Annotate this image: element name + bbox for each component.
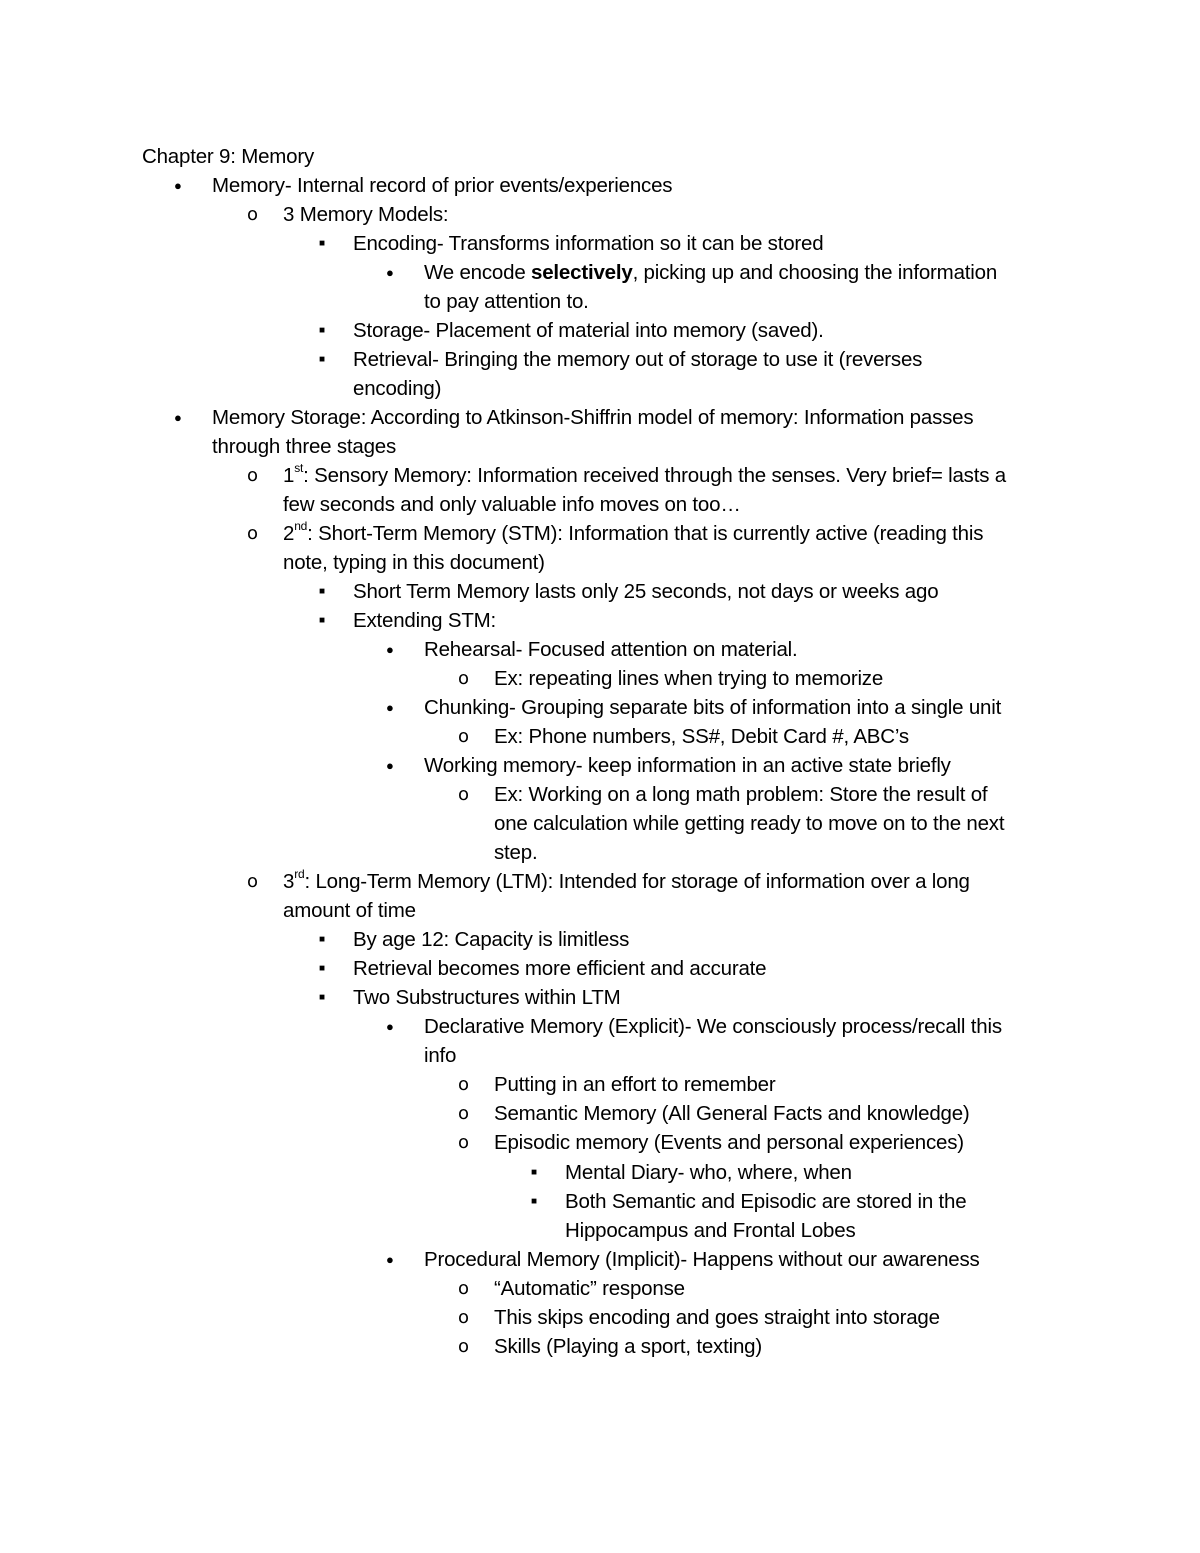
- disc-bullet-icon: ●: [386, 1252, 394, 1267]
- outline-line: 3 Memory Models:: [283, 203, 449, 226]
- outline-line: Hippocampus and Frontal Lobes: [565, 1219, 856, 1242]
- square-bullet-icon: ■: [319, 934, 326, 945]
- outline-line: to pay attention to.: [424, 290, 589, 313]
- outline-line: Two Substructures within LTM: [353, 986, 621, 1009]
- disc-bullet-icon: ●: [386, 700, 394, 715]
- circle-bullet-icon: o: [458, 1132, 470, 1153]
- outline-line: encoding): [353, 377, 442, 400]
- outline-line: amount of time: [283, 899, 416, 922]
- outline-line: Both Semantic and Episodic are stored in the: [565, 1190, 967, 1213]
- outline-line: Storage- Placement of material into memory (saved).: [353, 319, 824, 342]
- square-bullet-icon: ■: [319, 992, 326, 1003]
- outline-line: one calculation while getting ready to move on to the next: [494, 812, 1005, 835]
- ordinal-suffix: st: [294, 461, 304, 476]
- ordinal-suffix: nd: [294, 519, 308, 534]
- outline-line: Short Term Memory lasts only 25 seconds, not days or weeks ago: [353, 580, 939, 603]
- outline-line: We encode selectively, picking up and choosing the information: [424, 261, 998, 284]
- square-bullet-icon: ■: [319, 963, 326, 974]
- outline-line: Ex: repeating lines when trying to memorize: [494, 667, 884, 690]
- disc-bullet-icon: ●: [174, 410, 182, 425]
- outline-line: few seconds and only valuable info moves on too…: [283, 493, 741, 516]
- outline-line: 3rd: Long-Term Memory (LTM): Intended for storage of information over a long: [283, 867, 970, 893]
- outline-line: Ex: Phone numbers, SS#, Debit Card #, ABC’s: [494, 725, 909, 748]
- circle-bullet-icon: o: [247, 465, 259, 486]
- outline-line: Extending STM:: [353, 609, 497, 632]
- outline-line: Procedural Memory (Implicit)- Happens without our awareness: [424, 1248, 980, 1271]
- outline-line: 2nd: Short-Term Memory (STM): Information that is currently active (reading this: [283, 519, 984, 545]
- outline-line: Ex: Working on a long math problem: Store the result of: [494, 783, 988, 806]
- outline-line: through three stages: [212, 435, 397, 458]
- square-bullet-icon: ■: [531, 1167, 538, 1178]
- square-bullet-icon: ■: [319, 586, 326, 597]
- outline-line: Skills (Playing a sport, texting): [494, 1335, 762, 1358]
- disc-bullet-icon: ●: [386, 265, 394, 280]
- circle-bullet-icon: o: [247, 204, 259, 225]
- outline-line: This skips encoding and goes straight into storage: [494, 1306, 940, 1329]
- outline-line: note, typing in this document): [283, 551, 545, 574]
- circle-bullet-icon: o: [458, 1336, 470, 1357]
- outline-line: 1st: Sensory Memory: Information received through the senses. Very brief= lasts a: [283, 461, 1006, 487]
- square-bullet-icon: ■: [319, 325, 326, 336]
- ordinal-suffix: rd: [294, 867, 305, 882]
- disc-bullet-icon: ●: [174, 178, 182, 193]
- outline-line: Retrieval- Bringing the memory out of storage to use it (reverses: [353, 348, 923, 371]
- outline-line: Working memory- keep information in an active state briefly: [424, 754, 951, 777]
- outline-line: Memory- Internal record of prior events/experiences: [212, 174, 673, 197]
- bold-term: selectively: [531, 261, 633, 284]
- square-bullet-icon: ■: [319, 615, 326, 626]
- outline-line: Putting in an effort to remember: [494, 1073, 776, 1096]
- square-bullet-icon: ■: [531, 1196, 538, 1207]
- outline-line: info: [424, 1044, 457, 1067]
- outline-line: Retrieval becomes more efficient and accurate: [353, 957, 767, 980]
- disc-bullet-icon: ●: [386, 1019, 394, 1034]
- circle-bullet-icon: o: [458, 726, 470, 747]
- disc-bullet-icon: ●: [386, 758, 394, 773]
- circle-bullet-icon: o: [458, 784, 470, 805]
- outline-line: Declarative Memory (Explicit)- We consciously process/recall this: [424, 1015, 1002, 1038]
- circle-bullet-icon: o: [458, 1278, 470, 1299]
- outline-line: Rehearsal- Focused attention on material.: [424, 638, 798, 661]
- outline-line: Chunking- Grouping separate bits of information into a single unit: [424, 696, 1002, 719]
- outline-line: Semantic Memory (All General Facts and knowledge): [494, 1102, 970, 1125]
- outline-line: step.: [494, 841, 538, 864]
- outline-line: “Automatic” response: [494, 1277, 685, 1300]
- disc-bullet-icon: ●: [386, 642, 394, 657]
- outline-line: Encoding- Transforms information so it can be stored: [353, 232, 824, 255]
- circle-bullet-icon: o: [458, 1103, 470, 1124]
- circle-bullet-icon: o: [458, 1074, 470, 1095]
- circle-bullet-icon: o: [458, 668, 470, 689]
- outline-line: Mental Diary- who, where, when: [565, 1161, 852, 1184]
- square-bullet-icon: ■: [319, 354, 326, 365]
- square-bullet-icon: ■: [319, 238, 326, 249]
- outline-line: Memory Storage: According to Atkinson-Shiffrin model of memory: Information passes: [212, 406, 974, 429]
- circle-bullet-icon: o: [247, 523, 259, 544]
- outline-line: By age 12: Capacity is limitless: [353, 928, 630, 951]
- page-title: Chapter 9: Memory: [142, 145, 315, 168]
- outline-line: Episodic memory (Events and personal experiences): [494, 1131, 964, 1154]
- circle-bullet-icon: o: [458, 1307, 470, 1328]
- circle-bullet-icon: o: [247, 871, 259, 892]
